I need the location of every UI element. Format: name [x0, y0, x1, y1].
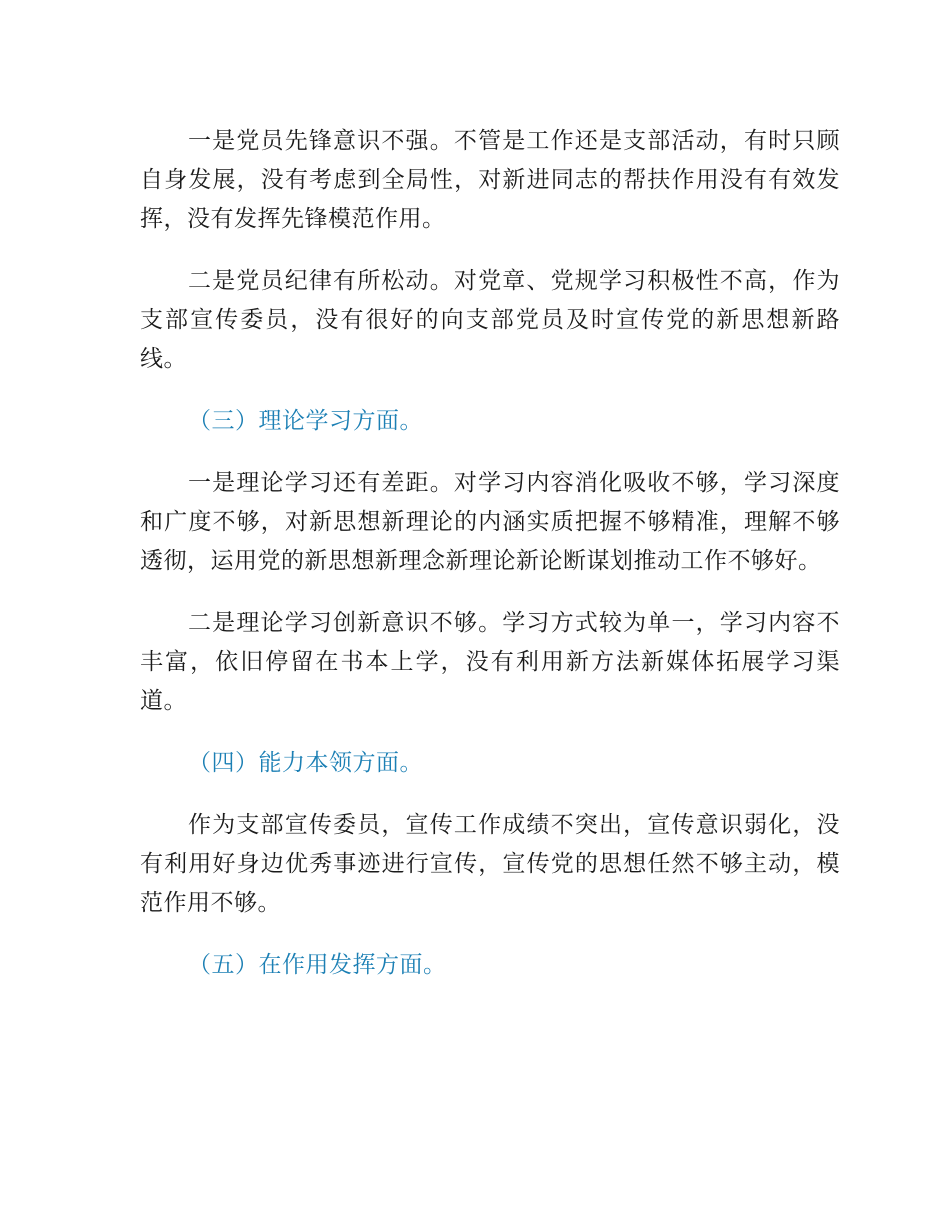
paragraph-theory-gap: 一是理论学习还有差距。对学习内容消化吸收不够，学习深度和广度不够，对新思想新理论的内涵实质把握不够精准，理解不够透彻，运用党的新思想新理念新理论新论断谋划推动工作不够好。 [140, 470, 840, 574]
section-heading-ability: （四）能力本领方面。 [188, 750, 423, 776]
paragraph-party-discipline: 二是党员纪律有所松动。对党章、党规学习积极性不高，作为支部宣传委员，没有很好的向支部党员及时宣传党的新思想新路线。 [140, 268, 840, 372]
section-heading-theory-study: （三）理论学习方面。 [188, 408, 423, 434]
paragraph-publicity-work: 作为支部宣传委员，宣传工作成绩不突出，宣传意识弱化，没有利用好身边优秀事迹进行宣传，宣传党的思想任然不够主动，模范作用不够。 [140, 812, 840, 916]
paragraph-theory-innovation: 二是理论学习创新意识不够。学习方式较为单一，学习内容不丰富，依旧停留在书本上学，没有利用新方法新媒体拓展学习渠道。 [140, 610, 840, 714]
section-heading-role: （五）在作用发挥方面。 [188, 952, 447, 978]
paragraph-party-pioneer-awareness: 一是党员先锋意识不强。不管是工作还是支部活动，有时只顾自身发展，没有考虑到全局性，对新进同志的帮扶作用没有有效发挥，没有发挥先锋模范作用。 [140, 128, 840, 232]
document-body [140, 122, 840, 1008]
